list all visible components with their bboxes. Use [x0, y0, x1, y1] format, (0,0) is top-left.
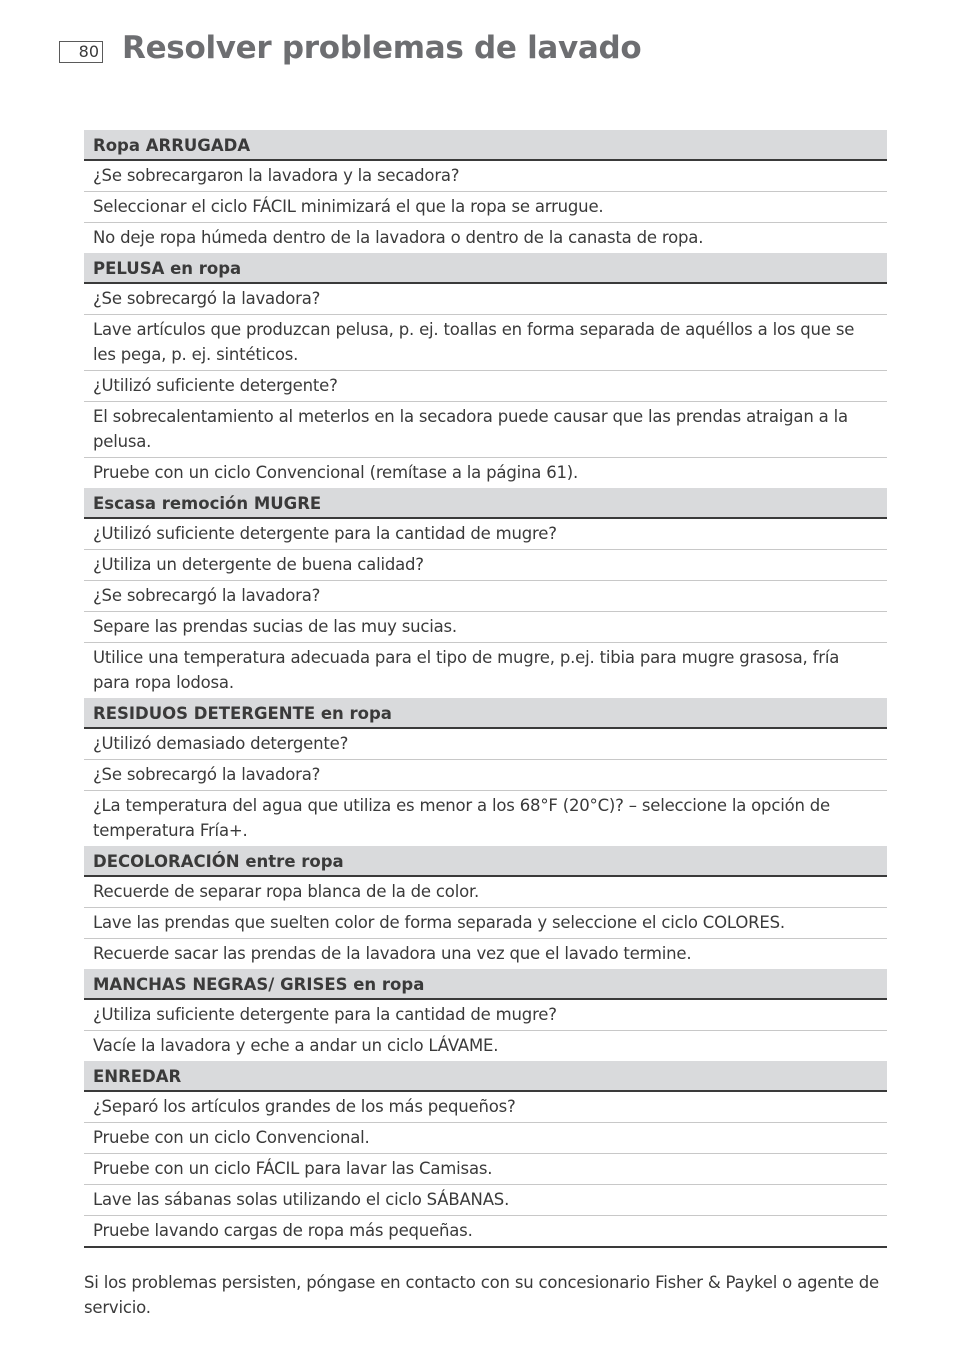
table-row: Lave las prendas que suelten color de forma separada y seleccione el ciclo COLORES. — [84, 908, 887, 939]
page-header — [0, 0, 954, 90]
table-row: ¿Utiliza suficiente detergente para la cantidad de mugre? — [84, 1000, 887, 1031]
page-title: Resolver problemas de lavado — [122, 30, 642, 66]
troubleshooting-section — [84, 698, 887, 846]
table-row: ¿Se sobrecargaron la lavadora y la secadora? — [84, 161, 887, 192]
section-header: Ropa ARRUGADA — [84, 130, 887, 161]
table-row: No deje ropa húmeda dentro de la lavadora o dentro de la canasta de ropa. — [93, 228, 704, 247]
table-row: Pruebe con un ciclo Convencional (remítase a la página 61). — [93, 463, 579, 482]
table-row: Vacíe la lavadora y eche a andar un ciclo LÁVAME. — [93, 1036, 499, 1055]
table-row: ¿Utilizó demasiado detergente? — [84, 729, 887, 760]
table-row: ¿Utilizó suficiente detergente para la cantidad de mugre? — [84, 519, 887, 550]
troubleshooting-section — [84, 1061, 887, 1246]
table-row: ¿Se sobrecargó la lavadora? — [84, 760, 887, 791]
table-row: ¿Utilizó suficiente detergente? — [84, 371, 887, 402]
table-row: Recuerde sacar las prendas de la lavadora una vez que el lavado termine. — [93, 944, 692, 963]
table-row: Separe las prendas sucias de las muy sucias. — [84, 612, 887, 643]
table-row: El sobrecalentamiento al meterlos en la secadora puede causar que las prendas atraigan a la pelusa. — [84, 402, 887, 458]
troubleshooting-section — [84, 488, 887, 698]
table-row: Lave artículos que produzcan pelusa, p. ej. toallas en forma separada de aquéllos a los que se les pega, p. ej. sintéticos. — [84, 315, 887, 371]
section-header: RESIDUOS DETERGENTE en ropa — [84, 698, 887, 729]
troubleshooting-table — [84, 130, 887, 1248]
troubleshooting-section — [84, 969, 887, 1061]
section-header: Escasa remoción MUGRE — [84, 488, 887, 519]
page-number: 80 — [59, 41, 103, 63]
table-row: Pruebe con un ciclo Convencional. — [84, 1123, 887, 1154]
table-row: Lave las sábanas solas utilizando el ciclo SÁBANAS. — [84, 1185, 887, 1216]
table-row: Seleccionar el ciclo FÁCIL minimizará el que la ropa se arrugue. — [84, 192, 887, 223]
section-header: ENREDAR — [84, 1061, 887, 1092]
troubleshooting-section — [84, 130, 887, 253]
table-row: Pruebe lavando cargas de ropa más pequeñas. — [93, 1221, 473, 1240]
section-header: DECOLORACIÓN entre ropa — [84, 846, 887, 877]
section-header: PELUSA en ropa — [84, 253, 887, 284]
troubleshooting-section — [84, 253, 887, 488]
table-bottom-rule — [84, 1246, 887, 1248]
section-header: MANCHAS NEGRAS/ GRISES en ropa — [84, 969, 887, 1000]
table-row: Pruebe con un ciclo FÁCIL para lavar las Camisas. — [84, 1154, 887, 1185]
table-row: ¿La temperatura del agua que utiliza es menor a los 68°F (20°C)? – seleccione la opción de temperatura Fría+. — [93, 796, 831, 840]
table-row: ¿Se sobrecargó la lavadora? — [84, 284, 887, 315]
footer-note: Si los problemas persisten, póngase en contacto con su concesionario Fisher & Paykel o agente de servicio. — [84, 1273, 879, 1317]
table-row: Utilice una temperatura adecuada para el tipo de mugre, p.ej. tibia para mugre grasosa, fría para ropa lodosa. — [93, 648, 840, 692]
table-row: ¿Se sobrecargó la lavadora? — [84, 581, 887, 612]
table-row: Recuerde de separar ropa blanca de la de color. — [84, 877, 887, 908]
troubleshooting-section — [84, 846, 887, 969]
table-row: ¿Separó los artículos grandes de los más pequeños? — [84, 1092, 887, 1123]
table-row: ¿Utiliza un detergente de buena calidad? — [84, 550, 887, 581]
